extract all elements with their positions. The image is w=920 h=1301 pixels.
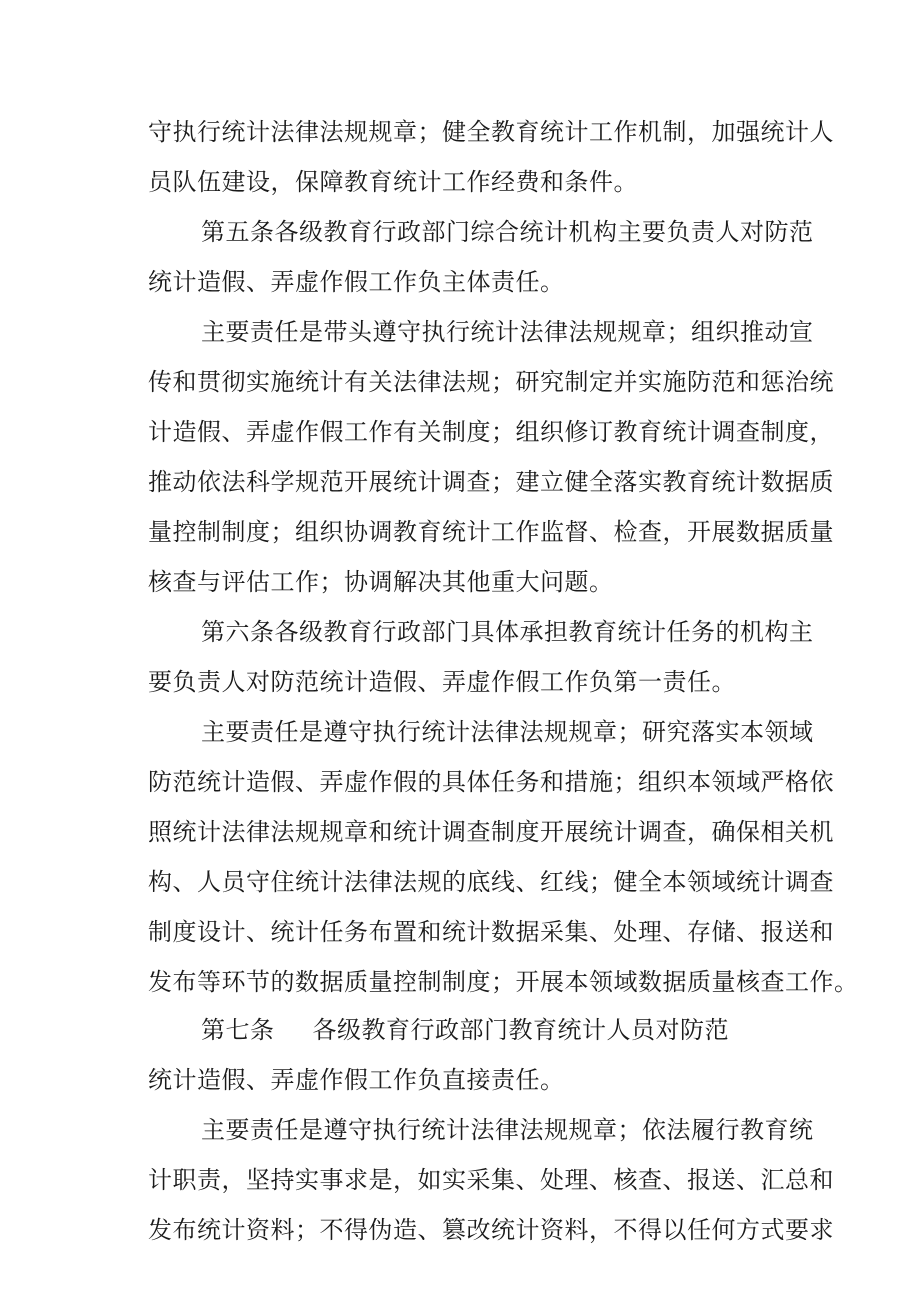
text-line: 传和贯彻实施统计有关法律法规；研究制定并实施防范和惩治统 [148, 368, 834, 396]
paragraph-start-line: 主要责任是遵守执行统计法律法规规章；依法履行教育统 [201, 1116, 814, 1144]
text-line: 计职责，坚持实事求是，如实采集、处理、核查、报送、汇总和 [148, 1166, 834, 1194]
text-line: 防范统计造假、弄虚作假的具体任务和措施；组织本领域严格依 [148, 768, 834, 796]
article-5-heading-line: 第五条各级教育行政部门综合统计机构主要负责人对防范 [201, 218, 814, 246]
article-7-label: 第七条 [201, 1016, 275, 1044]
paragraph-start-line: 主要责任是遵守执行统计法律法规规章；研究落实本领域 [201, 718, 814, 746]
text-line: 推动依法科学规范开展统计调查；建立健全落实教育统计数据质 [148, 468, 834, 496]
text-line: 量控制制度；组织协调教育统计工作监督、检查，开展数据质量 [148, 518, 834, 546]
text-line: 制度设计、统计任务布置和统计数据采集、处理、存储、报送和 [148, 918, 834, 946]
article-7-heading-line [201, 1010, 729, 1050]
article-6-heading-line: 第六条各级教育行政部门具体承担教育统计任务的机构主 [201, 618, 814, 646]
text-line: 构、人员守住统计法律法规的底线、红线；健全本领域统计调查 [148, 868, 834, 896]
text-line: 照统计法律法规规章和统计调查制度开展统计调查，确保相关机 [148, 818, 834, 846]
text-line: 员队伍建设，保障教育统计工作经费和条件。 [148, 168, 638, 196]
text-line: 要负责人对防范统计造假、弄虚作假工作负第一责任。 [148, 668, 736, 696]
article-7-text: 各级教育行政部门教育统计人员对防范 [312, 1016, 729, 1044]
text-line: 核查与评估工作；协调解决其他重大问题。 [148, 568, 614, 596]
text-line: 统计造假、弄虚作假工作负直接责任。 [148, 1066, 565, 1094]
text-line: 发布等环节的数据质量控制制度；开展本领域数据质量核查工作。 [148, 968, 859, 996]
text-line: 统计造假、弄虚作假工作负主体责任。 [148, 268, 565, 296]
text-line: 发布统计资料；不得伪造、篡改统计资料，不得以任何方式要求 [148, 1216, 834, 1244]
text-line: 计造假、弄虚作假工作有关制度；组织修订教育统计调查制度， [148, 418, 834, 446]
paragraph-start-line: 主要责任是带头遵守执行统计法律法规规章；组织推动宣 [201, 318, 814, 346]
text-line: 守执行统计法律法规规章；健全教育统计工作机制，加强统计人 [148, 118, 834, 146]
